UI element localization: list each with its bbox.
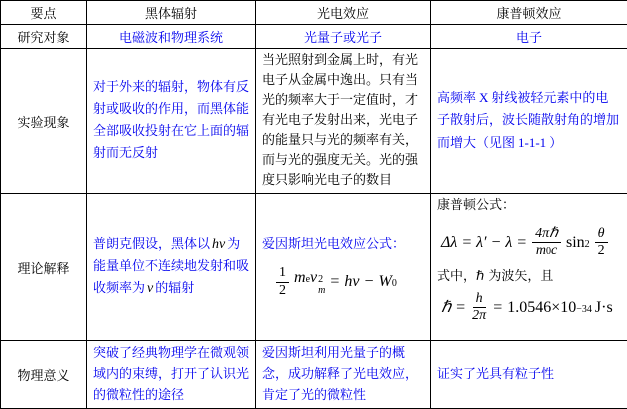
- work-function-term: W 0: [379, 272, 397, 291]
- cell-experiment-compton: [431, 49, 627, 194]
- header-cell-key: 要点: [1, 1, 87, 25]
- hbar-definition-note: 式中，ℏ 为波矢，且: [437, 267, 621, 287]
- cell-subject-photoelectric: 光量子或光子: [256, 25, 431, 49]
- planck-hv-symbol: hν: [212, 237, 225, 252]
- hbar-numeric-value: 1.0546×10 −34 J·s: [507, 298, 612, 317]
- equals-sign: =: [456, 298, 465, 317]
- planck-text-2: 为能量单位不连续地发射和吸收频率为: [93, 237, 249, 296]
- header-row: [1, 1, 627, 25]
- cell-significance-blackbody: 突破了经典物理学在微观领域内的束缚，打开了认识光的微粒性的途径: [87, 341, 256, 409]
- header-cell-blackbody: 黑体辐射: [87, 1, 256, 25]
- delta-lambda-lhs: Δλ = λ′ − λ =: [441, 233, 527, 252]
- kinetic-energy-term: m e v 2 m: [294, 268, 325, 296]
- row-label-significance: 物理意义: [1, 341, 87, 409]
- row-label-subject: 研究对象: [1, 25, 87, 49]
- row-label-experiment: 实验现象: [1, 49, 87, 194]
- einstein-photoelectric-formula: [276, 265, 424, 298]
- compton-exp-text-3: ）: [549, 136, 562, 151]
- photon-energy-term: hν: [344, 272, 359, 291]
- compton-exp-text-2: 射线被轻元素中的电子散射后，波长随散射角的增加而增大（见图: [437, 91, 619, 151]
- cell-theory-compton: [431, 194, 627, 341]
- row-label-theory: 理论解释: [1, 194, 87, 341]
- row-theory: [1, 194, 627, 341]
- cell-experiment-blackbody: 对于外来的辐射，物体有反射或吸收的作用，而黑体能全部吸收投射在它上面的辐射而无反射: [87, 49, 256, 194]
- fraction-one-half: $\frac{1}{2}$: [276, 265, 289, 298]
- equals-sign: =: [330, 272, 339, 291]
- cell-theory-photoelectric: [256, 194, 431, 341]
- cell-experiment-photoelectric: 当光照射到金属上时，有光电子从金属中逸出。只有当光的频率大于一定值时，才有光电子发射出来，光电子的能量只与光的频率有关，而与光的强度无关。光的强度只影响光电子的数目: [256, 49, 431, 194]
- minus-sign: −: [365, 272, 374, 291]
- header-cell-compton: 康普顿效应: [431, 1, 627, 25]
- compton-exp-figure-ref: 1-1-1: [518, 135, 546, 150]
- planck-text-3: 的辐射: [155, 281, 194, 296]
- cell-significance-photoelectric: 爱因斯坦利用光量子的概念，成功解释了光电效应，肯定了光的微粒性: [256, 341, 431, 409]
- cell-subject-blackbody: 电磁波和物理系统: [87, 25, 256, 49]
- compton-formula-label: 康普顿公式：: [437, 196, 621, 216]
- hbar-value-formula: [441, 291, 621, 324]
- equals-sign: =: [493, 298, 502, 317]
- compton-exp-x-ray-symbol: X: [479, 90, 488, 105]
- cell-theory-blackbody: [87, 194, 256, 341]
- hbar-symbol: ℏ: [441, 298, 451, 317]
- fraction-4pi-hbar: 4πℏ m 0 c: [532, 226, 561, 259]
- compton-wavelength-formula: [441, 226, 621, 259]
- planck-text-1: 普朗克假设，黑体以: [93, 237, 210, 252]
- einstein-formula-label: 爱因斯坦光电效应公式：: [262, 235, 424, 255]
- compton-exp-text-1: 高频率: [437, 91, 476, 106]
- row-significance: [1, 341, 627, 409]
- sin-squared-term: sin 2: [566, 233, 590, 252]
- row-experiment: [1, 49, 627, 194]
- fraction-h-2pi: $\frac{h}{2\pi}$: [470, 291, 488, 324]
- fraction-theta-half: $\frac{\theta}{2}$: [595, 226, 608, 259]
- cell-significance-compton: 证实了光具有粒子性: [431, 341, 627, 409]
- cell-subject-compton: 电子: [431, 25, 627, 49]
- header-cell-photoelectric: 光电效应: [256, 1, 431, 25]
- planck-nu-symbol: ν: [147, 281, 153, 296]
- row-subject: [1, 25, 627, 49]
